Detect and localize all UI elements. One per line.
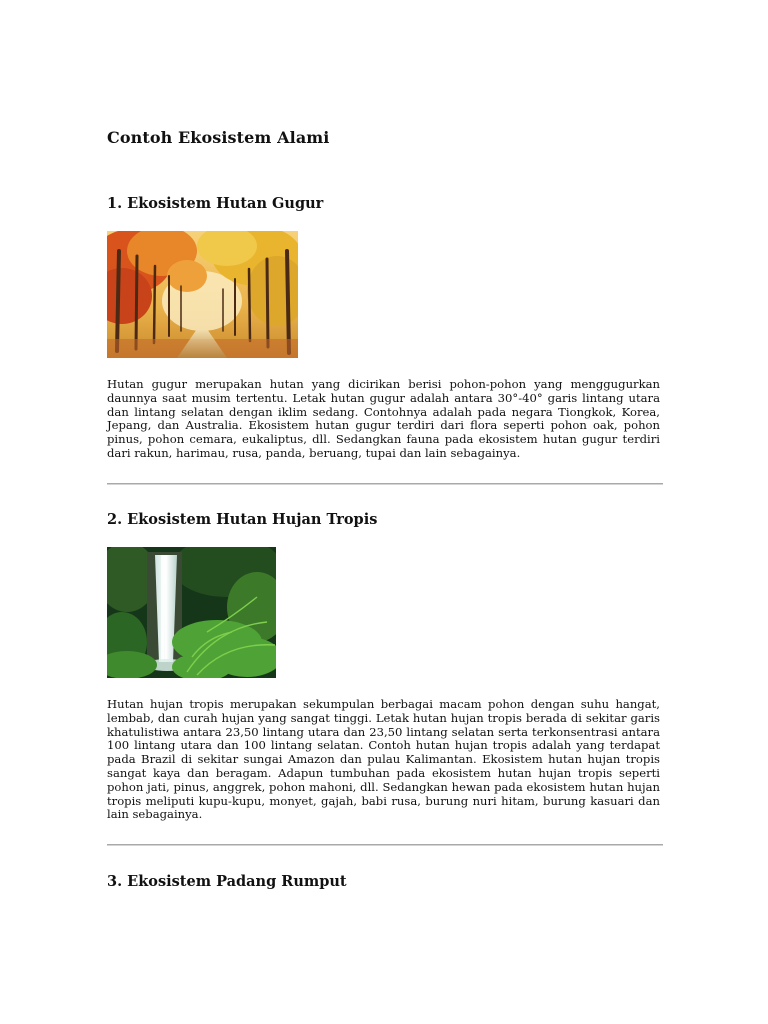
tropical-waterfall-image bbox=[107, 547, 276, 678]
section-heading-hutan-hujan-tropis: 2. Ekosistem Hutan Hujan Tropis bbox=[107, 511, 378, 528]
page-title: Contoh Ekosistem Alami bbox=[107, 128, 330, 147]
section-divider bbox=[107, 483, 663, 485]
paragraph-hutan-gugur: Hutan gugur merupakan hutan yang dicirikan berisi pohon-pohon yang menggugurkan daunnya saat musim tertentu. Letak hutan gugur adalah antara 30°-40° garis lintang utara dan lintang selatan dengan iklim sedang. Contohnya adalah pada negara Tiongkok, Korea, Jepang, dan Australia. Ekosistem hutan gugur terdiri dari flora seperti pohon oak, pohon pinus, pohon cemara, eukaliptus, dll. Sedangkan fauna pada ekosistem hutan gugur terdiri dari rakun, harimau, rusa, panda, beruang, tupai dan lain sebagainya. bbox=[107, 377, 660, 460]
paragraph-hutan-hujan-tropis: Hutan hujan tropis merupakan sekumpulan berbagai macam pohon dengan suhu hangat, lembab, dan curah hujan yang sangat tinggi. Letak hutan hujan tropis berada di sekitar garis khatulistiwa antara 23,50 lintang utara dan 23,50 lintang selatan serta terkonsentrasi antara 100 lintang utara dan 100 lintang selatan. Contoh hutan hujan tropis adalah yang terdapat pada Brazil di sekitar sungai Amazon dan pulau Kalimantan. Ekosistem hutan hujan tropis sangat kaya dan beragam. Adapun tumbuhan pada ekosistem hutan hujan tropis seperti pohon jati, pinus, anggrek, pohon mahoni, dll. Sedangkan hewan pada ekosistem hutan hujan tropis meliputi kupu-kupu, monyet, gajah, babi rusa, burung nuri hitam, burung kasuari dan lain sebagainya. bbox=[107, 697, 660, 822]
autumn-forest-image bbox=[107, 231, 298, 358]
section-divider bbox=[107, 844, 663, 846]
section-heading-hutan-gugur: 1. Ekosistem Hutan Gugur bbox=[107, 195, 324, 212]
section-heading-padang-rumput: 3. Ekosistem Padang Rumput bbox=[107, 873, 347, 890]
